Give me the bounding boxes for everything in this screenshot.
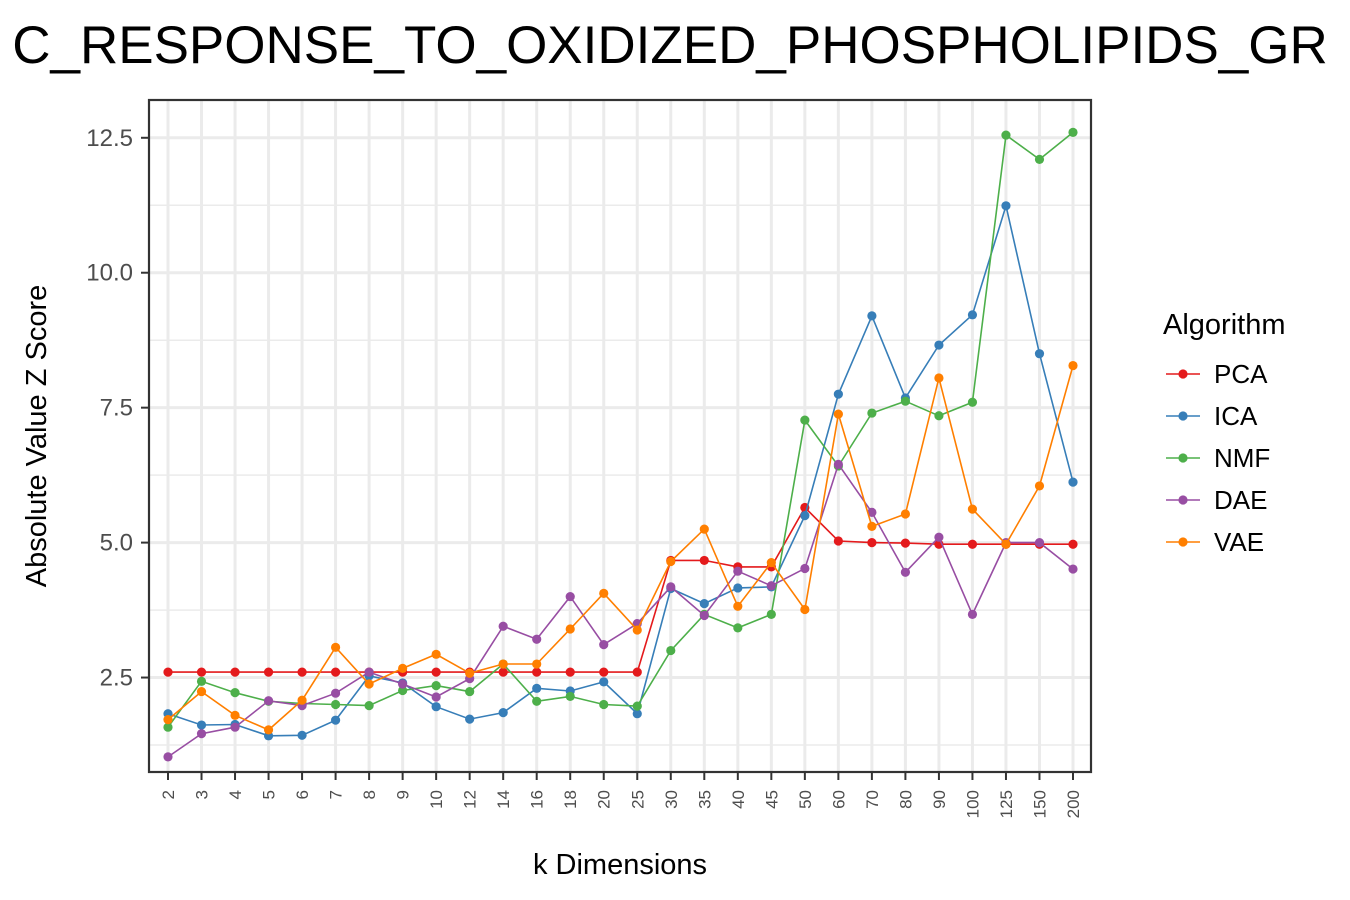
x-tick-label: 4 xyxy=(226,790,246,800)
data-point-pca xyxy=(230,668,239,677)
data-point-vae xyxy=(465,669,474,678)
data-point-vae xyxy=(968,505,977,514)
x-tick-label: 30 xyxy=(661,790,681,809)
plot-background xyxy=(149,100,1091,772)
data-point-nmf xyxy=(901,397,910,406)
x-tick-label: 16 xyxy=(527,790,547,809)
data-point-vae xyxy=(867,522,876,531)
data-point-vae xyxy=(633,625,642,634)
data-point-nmf xyxy=(365,701,374,710)
legend-key-point xyxy=(1178,537,1187,546)
data-point-nmf xyxy=(599,700,608,709)
data-point-ica xyxy=(532,684,541,693)
x-tick-label: 80 xyxy=(896,790,916,809)
x-tick-label: 10 xyxy=(427,790,447,809)
data-point-dae xyxy=(331,689,340,698)
data-point-dae xyxy=(1035,538,1044,547)
data-point-pca xyxy=(331,668,340,677)
x-tick-label: 20 xyxy=(594,790,614,809)
y-tick-label: 10.0 xyxy=(86,259,133,287)
data-point-nmf xyxy=(733,623,742,632)
data-point-dae xyxy=(834,460,843,469)
legend-label: ICA xyxy=(1214,401,1258,431)
legend-item-dae xyxy=(1166,485,1267,515)
data-point-pca xyxy=(599,668,608,677)
data-point-dae xyxy=(599,640,608,649)
legend-title: Algorithm xyxy=(1163,309,1286,341)
data-point-nmf xyxy=(666,646,675,655)
data-point-nmf xyxy=(465,687,474,696)
data-point-dae xyxy=(800,564,809,573)
x-tick-label: 125 xyxy=(996,790,1016,819)
data-point-nmf xyxy=(1035,155,1044,164)
data-point-dae xyxy=(968,610,977,619)
data-point-vae xyxy=(901,509,910,518)
data-point-dae xyxy=(264,696,273,705)
data-point-nmf xyxy=(432,681,441,690)
x-tick-label: 12 xyxy=(460,790,480,809)
x-tick-label: 6 xyxy=(293,790,313,800)
data-point-ica xyxy=(1068,478,1077,487)
data-point-pca xyxy=(633,668,642,677)
data-point-dae xyxy=(532,635,541,644)
legend-key-point xyxy=(1178,369,1187,378)
data-point-pca xyxy=(163,668,172,677)
data-point-vae xyxy=(432,650,441,659)
y-tick-label: 5.0 xyxy=(99,529,133,557)
x-tick-label: 90 xyxy=(929,790,949,809)
data-point-vae xyxy=(230,711,239,720)
data-point-nmf xyxy=(633,702,642,711)
x-tick-label: 50 xyxy=(795,790,815,809)
data-point-pca xyxy=(867,538,876,547)
data-point-dae xyxy=(934,533,943,542)
data-point-vae xyxy=(1068,361,1077,370)
data-point-vae xyxy=(767,558,776,567)
x-tick-label: 8 xyxy=(360,790,380,800)
data-point-ica xyxy=(733,583,742,592)
data-point-vae xyxy=(934,373,943,382)
data-point-ica xyxy=(867,311,876,320)
x-axis-title: k Dimensions xyxy=(532,849,708,881)
data-point-nmf xyxy=(800,415,809,424)
data-point-dae xyxy=(230,723,239,732)
data-point-dae xyxy=(901,568,910,577)
data-point-pca xyxy=(700,556,709,565)
data-point-ica xyxy=(499,708,508,717)
data-point-vae xyxy=(700,525,709,534)
x-tick-label: 40 xyxy=(728,790,748,809)
data-point-ica xyxy=(934,340,943,349)
data-point-dae xyxy=(432,692,441,701)
data-point-nmf xyxy=(1001,130,1010,139)
data-point-pca xyxy=(197,668,206,677)
chart-title: C_RESPONSE_TO_OXIDIZED_PHOSPHOLIPIDS_GR xyxy=(12,16,1328,75)
data-point-dae xyxy=(499,622,508,631)
data-point-ica xyxy=(197,720,206,729)
data-point-nmf xyxy=(331,700,340,709)
data-point-vae xyxy=(499,659,508,668)
x-tick-label: 2 xyxy=(159,790,178,800)
data-point-vae xyxy=(1035,481,1044,490)
legend-item-nmf xyxy=(1166,443,1270,473)
legend-key-point xyxy=(1178,495,1187,504)
data-point-dae xyxy=(365,668,374,677)
data-point-ica xyxy=(968,310,977,319)
x-tick-label: 9 xyxy=(393,790,413,800)
data-point-dae xyxy=(733,567,742,576)
data-point-dae xyxy=(197,729,206,738)
data-point-pca xyxy=(499,668,508,677)
data-point-ica xyxy=(1001,201,1010,210)
x-tick-label: 25 xyxy=(628,790,648,809)
data-point-vae xyxy=(163,715,172,724)
x-tick-label: 35 xyxy=(695,790,715,809)
legend-item-ica xyxy=(1166,401,1258,431)
data-point-pca xyxy=(1068,540,1077,549)
legend-label: VAE xyxy=(1214,527,1265,557)
data-point-pca xyxy=(532,668,541,677)
data-point-vae xyxy=(666,557,675,566)
y-tick-label: 12.5 xyxy=(86,124,133,152)
data-point-vae xyxy=(197,687,206,696)
x-tick-label: 200 xyxy=(1064,790,1083,819)
data-point-vae xyxy=(331,643,340,652)
data-point-dae xyxy=(1068,564,1077,573)
data-point-vae xyxy=(264,725,273,734)
x-tick-label: 14 xyxy=(494,790,514,809)
data-point-ica xyxy=(432,702,441,711)
x-tick-label: 45 xyxy=(762,790,782,809)
data-point-nmf xyxy=(197,677,206,686)
legend-label: NMF xyxy=(1214,443,1271,473)
data-point-vae xyxy=(599,589,608,598)
x-tick-label: 18 xyxy=(561,790,581,809)
y-tick-label: 7.5 xyxy=(99,394,133,422)
data-point-nmf xyxy=(934,411,943,420)
legend-key-point xyxy=(1178,453,1187,462)
data-point-vae xyxy=(800,605,809,614)
data-point-ica xyxy=(834,390,843,399)
data-point-dae xyxy=(566,592,575,601)
data-point-ica xyxy=(800,511,809,520)
data-point-vae xyxy=(398,664,407,673)
data-point-nmf xyxy=(1068,128,1077,137)
data-point-pca xyxy=(968,540,977,549)
data-point-pca xyxy=(297,668,306,677)
data-point-nmf xyxy=(867,408,876,417)
data-point-vae xyxy=(365,679,374,688)
legend-label: DAE xyxy=(1214,485,1268,515)
data-point-vae xyxy=(1001,540,1010,549)
legend xyxy=(1163,309,1286,557)
data-point-pca xyxy=(834,536,843,545)
data-point-vae xyxy=(297,696,306,705)
data-point-dae xyxy=(767,581,776,590)
data-point-pca xyxy=(566,668,575,677)
data-point-ica xyxy=(331,716,340,725)
data-point-pca xyxy=(264,668,273,677)
x-tick-label: 7 xyxy=(326,790,346,800)
data-point-ica xyxy=(297,731,306,740)
data-point-dae xyxy=(666,582,675,591)
data-point-nmf xyxy=(566,692,575,701)
data-point-nmf xyxy=(968,398,977,407)
x-tick-label: 5 xyxy=(259,790,279,800)
x-tick-label: 70 xyxy=(862,790,882,809)
x-tick-label: 100 xyxy=(963,790,983,819)
data-point-ica xyxy=(1035,349,1044,358)
data-point-vae xyxy=(532,659,541,668)
data-point-ica xyxy=(700,599,709,608)
legend-item-vae xyxy=(1166,527,1264,557)
data-point-ica xyxy=(465,715,474,724)
data-point-dae xyxy=(398,679,407,688)
data-point-nmf xyxy=(230,688,239,697)
data-point-vae xyxy=(733,602,742,611)
y-tick-label: 2.5 xyxy=(99,664,133,692)
x-tick-label: 150 xyxy=(1030,790,1050,819)
data-point-pca xyxy=(432,668,441,677)
data-point-vae xyxy=(566,624,575,633)
data-point-ica xyxy=(599,677,608,686)
y-axis-title: Absolute Value Z Score xyxy=(21,284,53,588)
data-point-dae xyxy=(700,611,709,620)
legend-key-point xyxy=(1178,411,1187,420)
data-point-nmf xyxy=(767,610,776,619)
legend-item-pca xyxy=(1166,359,1268,389)
data-point-dae xyxy=(163,752,172,761)
data-point-pca xyxy=(901,539,910,548)
legend-label: PCA xyxy=(1214,359,1268,389)
data-point-vae xyxy=(834,410,843,419)
x-tick-label: 3 xyxy=(192,790,212,800)
data-point-nmf xyxy=(532,697,541,706)
x-tick-label: 60 xyxy=(829,790,849,809)
